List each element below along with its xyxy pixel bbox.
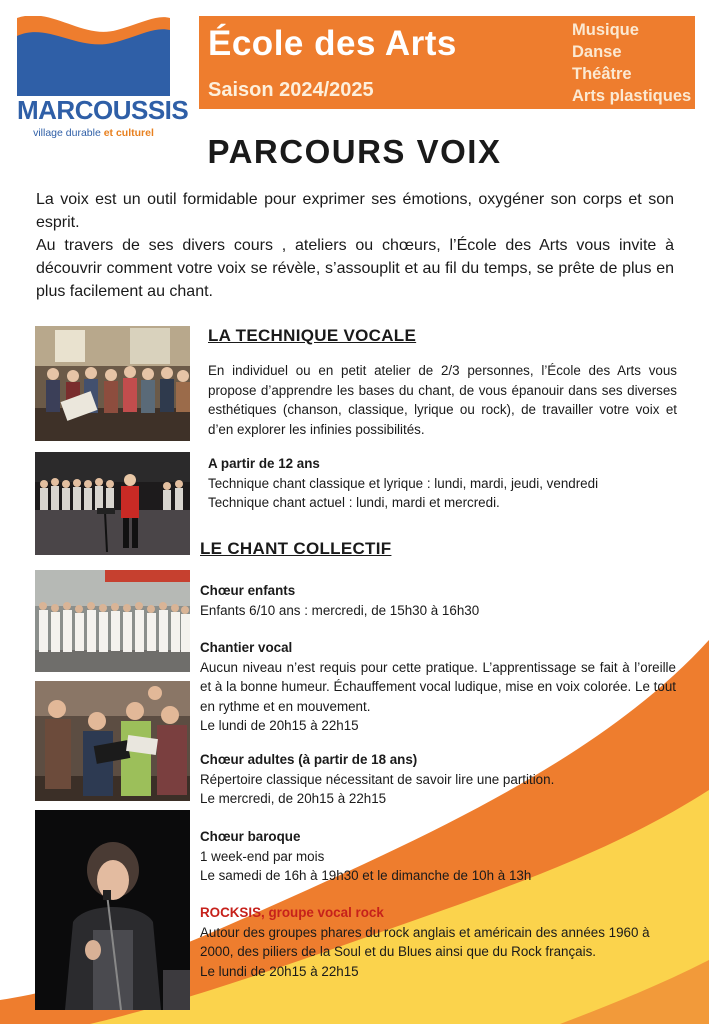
photo-choir-conductor <box>35 452 190 555</box>
item-line: Le lundi de 20h15 à 22h15 <box>200 718 359 733</box>
item-line: 1 week-end par mois <box>200 848 325 864</box>
discipline-item: Danse <box>572 43 622 61</box>
discipline-list <box>572 19 691 107</box>
marcoussis-logo <box>17 16 189 142</box>
discipline-item: Arts plastiques <box>572 87 692 105</box>
section-heading-technique: LA TECHNIQUE VOCALE <box>208 326 417 345</box>
logo-name: MARCOUSSIS <box>17 95 189 125</box>
discipline-item: Musique <box>572 21 639 39</box>
item-title: Chœur enfants <box>200 583 296 598</box>
item-line: Aucun niveau n’est requis pour cette pratique. L’apprentissage se fait à l’oreille et à la bonne humeur. Échauffement vocal ludique, mise en voix colorée. Le tout en rythme et en mouvement. <box>200 659 676 714</box>
item-line: Autour des groupes phares du rock anglais et américain des années 1960 à 2000, des piliers de la Soul et du Blues ainsi que du Rock français. <box>200 924 650 959</box>
collectif-item-baroque <box>200 827 678 886</box>
header-season: Saison 2024/2025 <box>208 79 374 101</box>
collectif-item-chantier <box>200 638 676 736</box>
header-title: École des Arts <box>208 24 457 63</box>
technique-age: A partir de 12 ans <box>208 456 320 471</box>
collectif-item-rocksis <box>200 903 678 981</box>
collectif-item-adultes <box>200 750 678 809</box>
collectif-item-enfants <box>200 581 678 620</box>
discipline-item: Théâtre <box>572 65 632 83</box>
photo-children-choir-hall <box>35 326 190 441</box>
technique-schedule <box>208 454 678 513</box>
item-title: Chantier vocal <box>200 640 293 655</box>
item-title: ROCKSIS, groupe vocal rock <box>200 905 384 920</box>
logo-tagline-accent: et culturel <box>103 127 154 139</box>
page-title: PARCOURS VOIX <box>207 133 502 170</box>
photo-rock-singer <box>35 810 190 1010</box>
item-line: Le lundi de 20h15 à 22h15 <box>200 963 359 979</box>
item-line: Enfants 6/10 ans : mercredi, de 15h30 à 16h30 <box>200 602 480 618</box>
photo-choir-white-outfits <box>35 570 190 672</box>
item-line: Répertoire classique nécessitant de savoir lire une partition. <box>200 771 555 787</box>
technique-description: En individuel ou en petit atelier de 2/3 personnes, l’École des Arts vous propose d’apprendre les bases du chant, de vous épanouir dans ses diverses esthétiques (chanson, classique, lyrique ou rock), de travailler votre voix et d’en explorer les infinies possibilités. <box>208 363 677 437</box>
logo-wave-icon <box>17 16 170 96</box>
technique-current: Technique chant actuel : lundi, mardi et mercredi. <box>208 495 500 510</box>
intro-paragraph: La voix est un outil formidable pour exprimer ses émotions, oxygéner son corps et son esprit. <box>36 191 674 231</box>
intro-text <box>36 188 674 303</box>
item-line: Le mercredi, de 20h15 à 22h15 <box>200 791 387 806</box>
section-heading-collectif: LE CHANT COLLECTIF <box>200 539 392 558</box>
item-line: Le samedi de 16h à 19h30 et le dimanche de 10h à 13h <box>200 868 532 883</box>
technique-classic: Technique chant classique et lyrique : lundi, mardi, jeudi, vendredi <box>208 475 599 491</box>
logo-tagline-prefix: village durable <box>33 127 104 139</box>
photo-adult-choir <box>35 681 190 801</box>
item-title: Chœur adultes (à partir de 18 ans) <box>200 752 418 767</box>
header-banner <box>199 16 695 109</box>
intro-paragraph: Au travers de ses divers cours , ateliers ou chœurs, l’École des Arts vous invite à découvrir comment votre voix se révèle, s’assouplit et au fil du temps, se prête de plus en plus facilement au chant. <box>36 237 674 300</box>
item-title: Chœur baroque <box>200 829 301 844</box>
